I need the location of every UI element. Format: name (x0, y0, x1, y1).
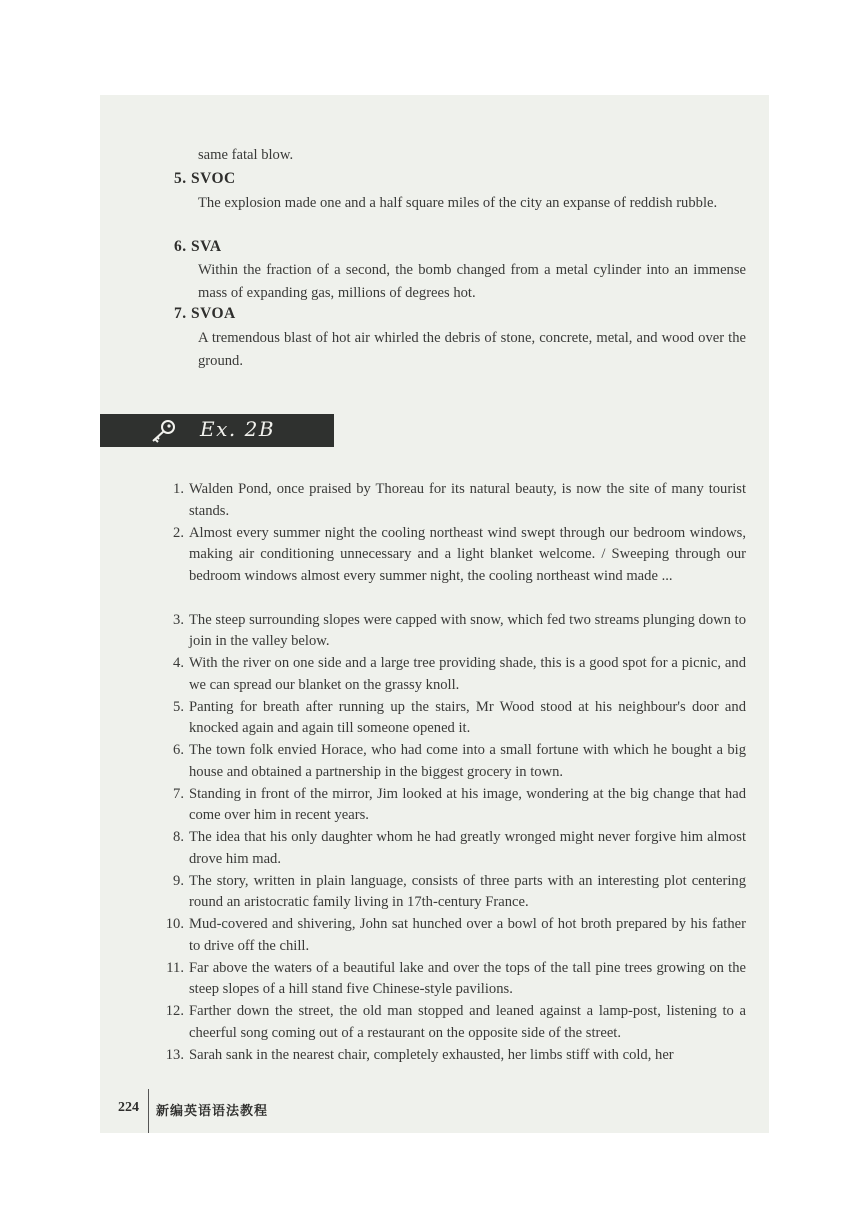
item-number: 7. (173, 785, 184, 802)
section-heading-svoa: 7. SVOA (174, 305, 236, 322)
book-title: 新编英语语法教程 (156, 1103, 269, 1118)
item-text: Far above the waters of a beautiful lake and over the tops of the tall pine trees growing on the steep slopes of a hill stand five Chinese-style pavilions. (189, 959, 746, 997)
item-number: 10. (165, 916, 184, 932)
list-item (158, 653, 746, 697)
continuation-text: same fatal blow. (198, 147, 294, 163)
item-number: 4. (173, 655, 184, 671)
list-item (158, 697, 746, 741)
list-item (158, 1045, 746, 1089)
exercise-banner (100, 414, 334, 447)
section-body-svoc: The explosion made one and a half square miles of the city an expanse of reddish rubble. (198, 195, 718, 211)
page-number: 224 (118, 1100, 139, 1115)
list-item (158, 740, 746, 784)
item-number: 8. (173, 829, 184, 845)
item-text: Sarah sank in the nearest chair, completely exhausted, her limbs stiff with cold, her (189, 1046, 674, 1063)
list-item (158, 871, 746, 915)
item-text: The story, written in plain language, consists of three parts with an interesting plot centering round an aristocratic family living in 17th-century France. (189, 872, 746, 910)
item-number: 1. (173, 481, 184, 497)
list-item (158, 914, 746, 958)
item-text: Standing in front of the mirror, Jim looked at his image, wondering at the big change that had come over him in recent years. (189, 785, 746, 823)
key-icon (148, 419, 178, 443)
item-number: 3. (173, 611, 184, 628)
item-number: 5. (173, 698, 184, 715)
item-text: Panting for breath after running up the stairs, Mr Wood stood at his neighbour's door and knocked again and again till someone opened it. (189, 698, 746, 736)
item-number: 12. (165, 1003, 184, 1019)
page (100, 95, 769, 1133)
list-item (158, 523, 746, 610)
exercise-title: Ex. 2B (200, 417, 276, 441)
list-item (158, 1001, 746, 1045)
footer-divider (148, 1089, 149, 1133)
list-item (158, 610, 746, 654)
item-text: The steep surrounding slopes were capped with snow, which fed two streams plunging down to join in the valley below. (189, 611, 746, 649)
item-text: Mud-covered and shivering, John sat hunched over a bowl of hot broth prepared by his father to drive off the chill. (189, 916, 746, 954)
section-heading-svoc: 5. SVOC (174, 170, 236, 187)
item-text: With the river on one side and a large tree providing shade, this is a good spot for a picnic, and we can spread our blanket on the grassy knoll. (189, 655, 746, 693)
section-heading-sva: 6. SVA (174, 238, 222, 255)
list-item (158, 827, 746, 871)
item-number: 13. (165, 1046, 184, 1063)
list-item (158, 479, 746, 523)
answer-list (158, 479, 746, 1088)
item-text: Farther down the street, the old man stopped and leaned against a lamp-post, listening to a cheerful song coming out of a restaurant on the opposite side of the street. (189, 1003, 746, 1041)
item-number: 9. (173, 872, 184, 889)
section-body-sva: Within the fraction of a second, the bomb changed from a metal cylinder into an immense mass of expanding gas, millions of degrees hot. (198, 262, 746, 301)
item-text: The idea that his only daughter whom he had greatly wronged might never forgive him almost drove him mad. (189, 829, 746, 867)
list-item (158, 958, 746, 1002)
item-text: Almost every summer night the cooling northeast wind swept through our bedroom windows, making air conditioning unnecessary and a light blanket welcome. / Sweeping through our bedroom windows almost every summer night, the cooling northeast wind made ... (189, 524, 746, 584)
item-number: 2. (173, 524, 184, 541)
item-number: 6. (173, 742, 184, 758)
item-text: The town folk envied Horace, who had come into a small fortune with which he bought a big house and obtained a partnership in the biggest grocery in town. (189, 742, 746, 780)
list-item (158, 784, 746, 828)
item-text: Walden Pond, once praised by Thoreau for its natural beauty, is now the site of many tourist stands. (189, 481, 746, 519)
item-number: 11. (166, 959, 184, 976)
section-body-svoa: A tremendous blast of hot air whirled the debris of stone, concrete, metal, and wood over the ground. (198, 330, 746, 369)
